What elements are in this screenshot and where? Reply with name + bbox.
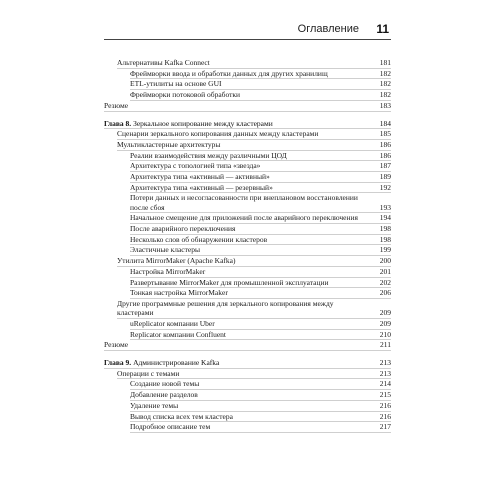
toc-entry-title: Фреймворки ввода и обработки данных для других хранилищ <box>130 68 328 78</box>
toc-chapter-entry[interactable] <box>104 119 391 130</box>
toc-entry[interactable] <box>130 224 391 235</box>
toc-entry[interactable] <box>130 379 391 390</box>
toc-entry-page: 214 <box>379 379 391 389</box>
section-title: Оглавление <box>297 23 359 35</box>
toc-entry-page: 185 <box>379 129 391 139</box>
chapter-label: Глава 8. <box>104 118 132 128</box>
toc-entry-title: Мультикластерные архитектуры <box>117 139 221 149</box>
toc-entry-title: Несколько слов об обнаружении кластеров <box>130 234 268 244</box>
toc-entry-page: 210 <box>379 329 391 339</box>
toc-entry-page: 201 <box>379 266 391 276</box>
toc-entry-title: Начальное смещение для приложений после аварийного переключения <box>130 213 358 223</box>
toc-entry-title: Утилита MirrorMaker (Apache Kafka) <box>117 256 236 266</box>
toc-entry[interactable] <box>117 369 391 380</box>
toc-entry-title: Альтернативы Kafka Connect <box>117 58 210 67</box>
toc-entry-page: 213 <box>379 357 391 367</box>
toc-entry-page: 209 <box>379 318 391 328</box>
toc-entry-title: Резюме <box>104 340 129 350</box>
toc-entry[interactable] <box>130 79 391 90</box>
toc-entry-title: Архитектура типа «активный — резервный» <box>130 182 273 192</box>
toc-gap <box>104 112 391 119</box>
toc-entry-page: 183 <box>379 100 391 110</box>
toc-entry-title: Сценарии зеркального копирования данных между кластерами <box>117 129 319 139</box>
running-header <box>104 22 391 40</box>
toc-entry-page: 200 <box>379 256 391 266</box>
toc-entry-page: 194 <box>379 213 391 223</box>
toc-entry-page: 217 <box>379 422 391 432</box>
toc-entry[interactable] <box>130 90 391 101</box>
toc-entry-title: Удаление темы <box>130 400 179 410</box>
toc-entry-page: 206 <box>379 288 391 298</box>
toc-entry-page: 189 <box>379 172 391 182</box>
toc-entry-title: Операции с темами <box>117 368 180 378</box>
toc-entry-page: 181 <box>379 58 391 67</box>
toc-entry[interactable] <box>117 58 391 69</box>
toc-entry-page: 187 <box>379 161 391 171</box>
toc-entry-page: 198 <box>379 234 391 244</box>
toc-entry-title: Архитектура типа «активный — активный» <box>130 172 270 182</box>
page-number: 11 <box>376 22 389 36</box>
toc-entry-page: 211 <box>380 340 391 350</box>
toc-entry-title: Настройка MirrorMaker <box>130 266 206 276</box>
toc-entry[interactable] <box>130 183 391 194</box>
toc-entry-title: uReplicator компании Uber <box>130 318 215 328</box>
toc-entry-title: Архитектура с топологией типа «звезда» <box>130 161 261 171</box>
toc-entry-title: Фреймворки потоковой обработки <box>130 90 241 100</box>
chapter-label: Глава 9. <box>104 357 132 367</box>
toc-entry-title: Другие программные решения для зеркального копирования между кластерами <box>117 298 334 318</box>
toc-entry[interactable] <box>117 140 391 151</box>
toc-entry[interactable] <box>130 288 391 299</box>
toc-entry-title: Потери данных и несогласованности при внеплановом восстановлении после сбоя <box>130 193 358 212</box>
toc-entry-title: Добавление разделов <box>130 390 198 400</box>
toc-entry-title: Подробное описание тем <box>130 422 211 432</box>
toc-entry-title <box>104 119 391 128</box>
toc-entry[interactable] <box>130 319 391 330</box>
toc-entry-page: 213 <box>379 368 391 378</box>
toc-entry[interactable] <box>130 267 391 278</box>
toc-entry[interactable] <box>117 299 391 319</box>
chapter-title: Администрирование Kafka <box>133 357 220 367</box>
toc-entry-page: 198 <box>379 224 391 234</box>
toc-entry-title: Развертывание MirrorMaker для промышленной эксплуатации <box>130 277 329 287</box>
toc-entry-page: 215 <box>379 390 391 400</box>
toc-entry[interactable] <box>117 129 391 140</box>
toc-entry[interactable] <box>130 172 391 183</box>
toc-entry-title: После аварийного переключения <box>130 224 236 234</box>
toc-entry[interactable] <box>130 330 391 341</box>
toc-entry-title: Эластичные кластеры <box>130 245 201 255</box>
toc-entry[interactable] <box>130 401 391 412</box>
toc-entry[interactable] <box>130 412 391 423</box>
toc-chapter-entry[interactable] <box>104 358 391 369</box>
toc-gap <box>104 351 391 358</box>
toc-entry-page: 186 <box>379 139 391 149</box>
toc-entry-page: 193 <box>379 202 391 212</box>
toc-entry[interactable] <box>130 278 391 289</box>
toc-entry-page: 182 <box>379 90 391 100</box>
toc-entry-page: 216 <box>379 411 391 421</box>
toc-entry[interactable] <box>130 193 391 213</box>
toc-entry-page: 184 <box>379 118 391 128</box>
toc-entry[interactable] <box>130 235 391 246</box>
toc-entry-page: 192 <box>379 182 391 192</box>
toc-entry[interactable] <box>130 422 391 433</box>
toc-entry-page: 186 <box>379 150 391 160</box>
toc-entry-page: 202 <box>379 277 391 287</box>
toc-entry[interactable] <box>130 213 391 224</box>
toc-entry[interactable] <box>104 340 391 351</box>
toc-entry-title: ETL-утилиты на основе GUI <box>130 79 222 89</box>
toc-entry-page: 216 <box>379 400 391 410</box>
toc-entry-page: 199 <box>379 245 391 255</box>
toc-entry[interactable] <box>130 390 391 401</box>
toc-entry-page: 209 <box>379 308 391 318</box>
toc-entry[interactable] <box>104 101 391 112</box>
toc-entry[interactable] <box>130 151 391 162</box>
toc-entry-title: Вывод списка всех тем кластера <box>130 411 233 421</box>
toc-entry-title: Создание новой темы <box>130 379 200 389</box>
toc-entry[interactable] <box>130 161 391 172</box>
toc-entry-title: Replicator компании Confluent <box>130 329 226 339</box>
toc-entry-title: Резюме <box>104 100 129 110</box>
toc-entry[interactable] <box>130 69 391 80</box>
toc-entry-title <box>104 358 391 367</box>
toc-entry-page: 182 <box>379 79 391 89</box>
toc-entry[interactable] <box>117 256 391 267</box>
toc-entry[interactable] <box>130 245 391 256</box>
chapter-title: Зеркальное копирование между кластерами <box>133 118 273 128</box>
toc-entry-title: Тонкая настройка MirrorMaker <box>130 288 228 298</box>
table-of-contents <box>104 58 391 433</box>
toc-entry-title: Реалии взаимодействия между различными ЦОД <box>130 150 287 160</box>
toc-entry-page: 182 <box>379 68 391 78</box>
